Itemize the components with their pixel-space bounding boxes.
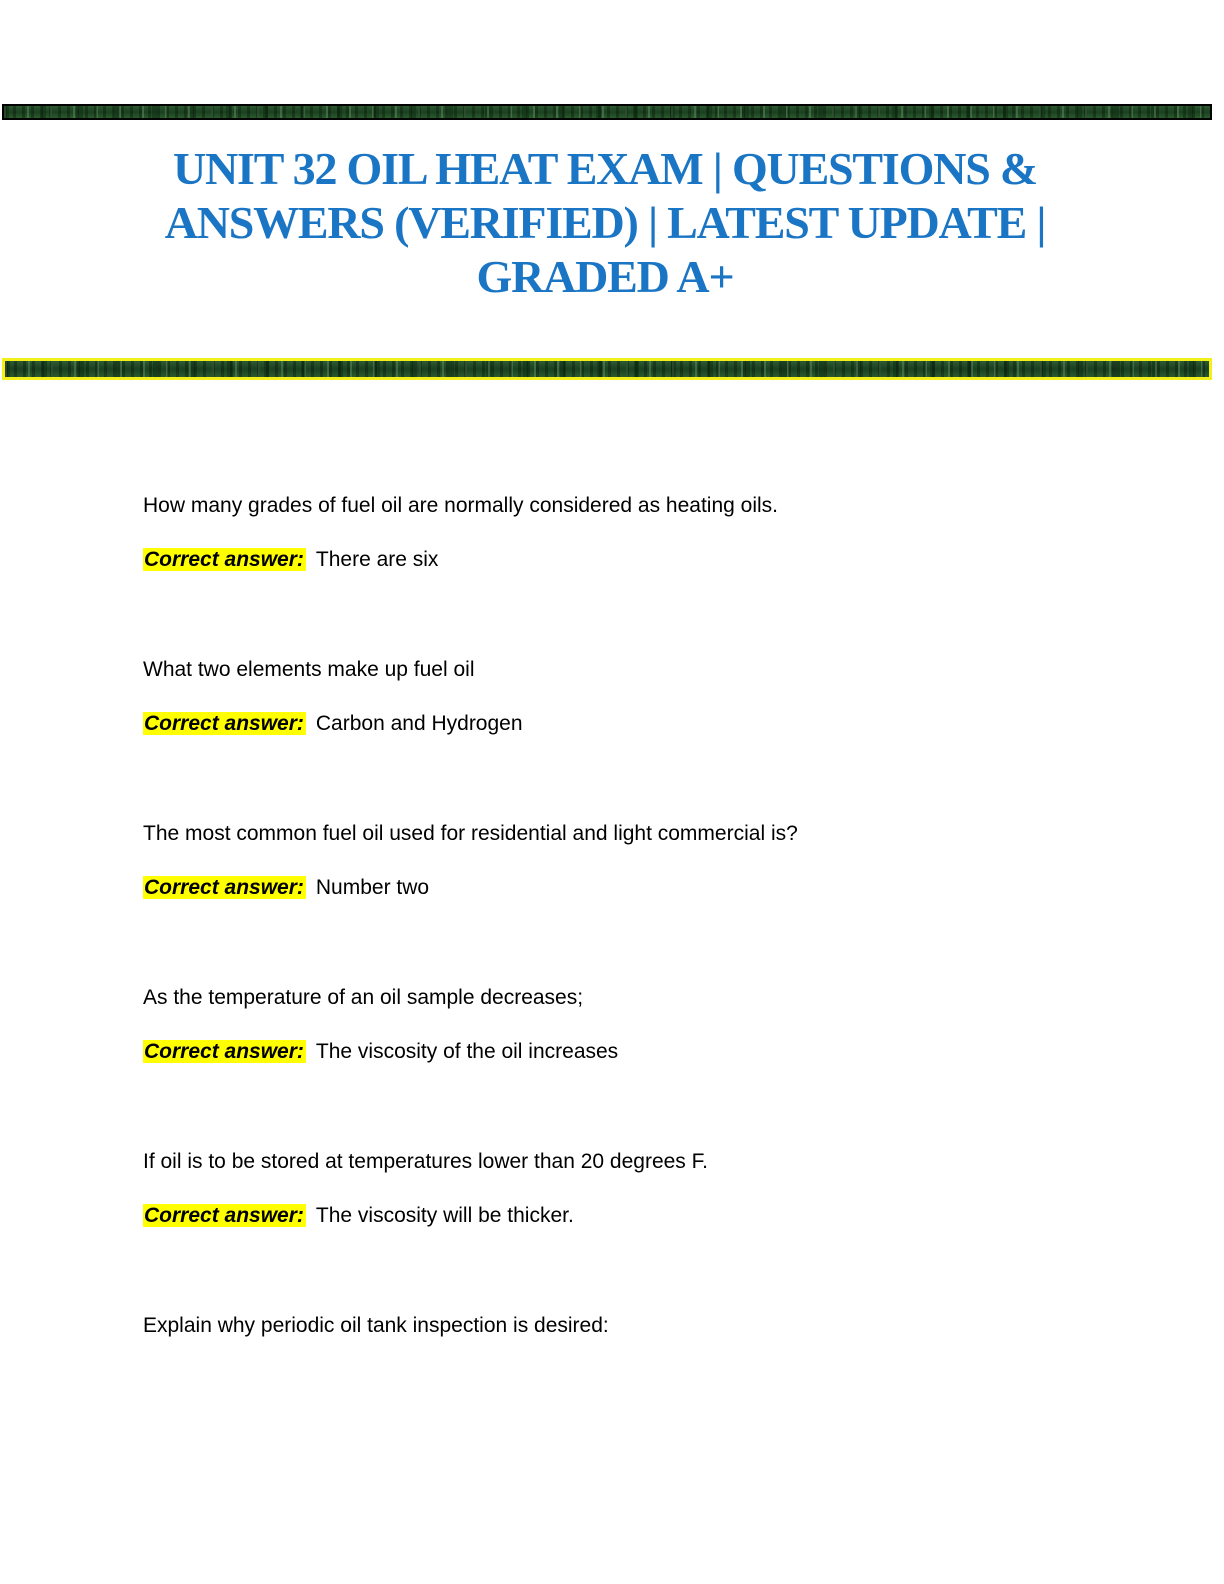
answer-text: The viscosity will be thicker. bbox=[315, 1204, 574, 1227]
header-decorative-band-bottom bbox=[2, 358, 1212, 380]
question-text: If oil is to be stored at temperatures lower than 20 degrees F. bbox=[143, 1150, 708, 1173]
qa-item-5 bbox=[143, 1149, 1123, 1229]
answer-line bbox=[143, 711, 1123, 737]
correct-answer-label: Correct answer: bbox=[144, 1040, 304, 1063]
answer-line bbox=[143, 1203, 1123, 1229]
qa-item-2 bbox=[143, 657, 1123, 737]
qa-item-1 bbox=[143, 493, 1123, 573]
answer-text: The viscosity of the oil increases bbox=[315, 1040, 619, 1063]
qa-item-4 bbox=[143, 985, 1123, 1065]
question-text: What two elements make up fuel oil bbox=[143, 658, 475, 681]
correct-answer-label: Correct answer: bbox=[144, 876, 304, 899]
header-decorative-band-top bbox=[2, 104, 1212, 120]
answer-text: Carbon and Hydrogen bbox=[315, 712, 523, 735]
correct-answer-label: Correct answer: bbox=[144, 1204, 304, 1227]
question-text: How many grades of fuel oil are normally considered as heating oils. bbox=[143, 494, 778, 517]
question-text: As the temperature of an oil sample decreases; bbox=[143, 986, 584, 1009]
answer-line bbox=[143, 547, 1123, 573]
page-title: UNIT 32 OIL HEAT EXAM | QUESTIONS & ANSWERS (VERIFIED) | LATEST UPDATE | GRADED A+ bbox=[164, 143, 1046, 302]
answer-line bbox=[143, 875, 1123, 901]
question-text: Explain why periodic oil tank inspection is desired: bbox=[143, 1314, 609, 1337]
answer-line bbox=[143, 1039, 1123, 1065]
correct-answer-label: Correct answer: bbox=[144, 548, 304, 571]
qa-item-6 bbox=[143, 1313, 1123, 1339]
correct-answer-label: Correct answer: bbox=[144, 712, 304, 735]
question-text: The most common fuel oil used for residential and light commercial is? bbox=[143, 822, 798, 845]
qa-item-3 bbox=[143, 821, 1123, 901]
answer-text: There are six bbox=[315, 548, 439, 571]
answer-text: Number two bbox=[315, 876, 430, 899]
